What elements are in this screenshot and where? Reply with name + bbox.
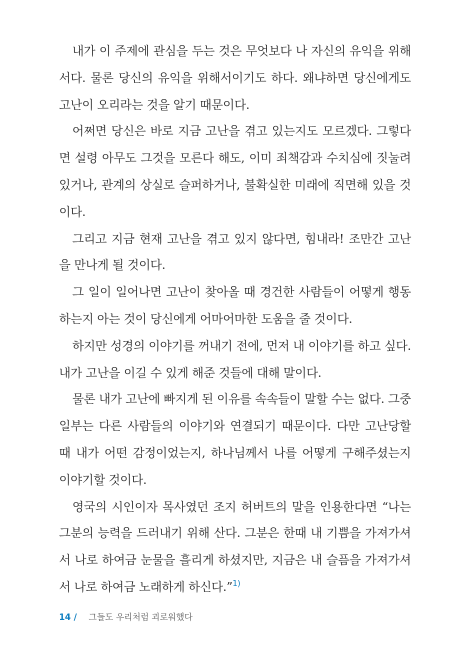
paragraph: 그 일이 일어나면 고난이 찾아올 때 경건한 사람들이 어떻게 행동하는지 아는 것이 당신에게 어마어마한 도움을 줄 것이다. — [59, 285, 411, 326]
running-title: 그들도 우리처럼 괴로워했다 — [88, 613, 193, 623]
body-text — [59, 38, 411, 601]
paragraph: 그리고 지금 현재 고난을 겪고 있지 않다면, 힘내라! 조만간 고난을 만나게 될 것이다. — [59, 231, 411, 273]
paragraph-with-footnote — [59, 494, 411, 601]
paragraph-text: 영국의 시인이자 목사였던 조지 허버트의 말을 인용한다면 “나는 그분의 능력을 드러내기 위해 산다. 그분은 한때 내 기쁨을 가져가셔서 나로 하여금 눈물을 흘리게 하셨지만, 지금은 내 슬픔을 가져가셔서 나로 하여금 노래하게 하신다.” — [59, 499, 411, 594]
page-footer — [59, 611, 193, 623]
paragraph: 내가 이 주제에 관심을 두는 것은 무엇보다 나 자신의 유익을 위해서다. 물론 당신의 유익을 위해서이기도 하다. 왜냐하면 당신에게도 고난이 오리라는 것을 알기 때문이다. — [59, 44, 411, 112]
paragraph: 어쩌면 당신은 바로 지금 고난을 겪고 있는지도 모르겠다. 그렇다면 설령 아무도 그것을 모른다 해도, 이미 죄책감과 수치심에 짓눌려 있거나, 관계의 상실로 슬퍼하거나, 불확실한 미래에 직면해 있을 것이다. — [59, 124, 411, 219]
paragraph: 하지만 성경의 이야기를 꺼내기 전에, 먼저 내 이야기를 하고 싶다. 내가 고난을 이길 수 있게 해준 것들에 대해 말이다. — [59, 338, 411, 380]
page-number: 14 / — [59, 613, 77, 623]
footnote-marker[interactable]: 1) — [232, 578, 241, 588]
paragraph: 물론 내가 고난에 빠지게 된 이유를 속속들이 말할 수는 없다. 그중 일부는 다른 사람들의 이야기와 연결되기 때문이다. 다만 고난당할 때 내가 어떤 감정이었는지, 하나님께서 나를 어떻게 구해주셨는지 이야기할 것이다. — [59, 392, 411, 487]
